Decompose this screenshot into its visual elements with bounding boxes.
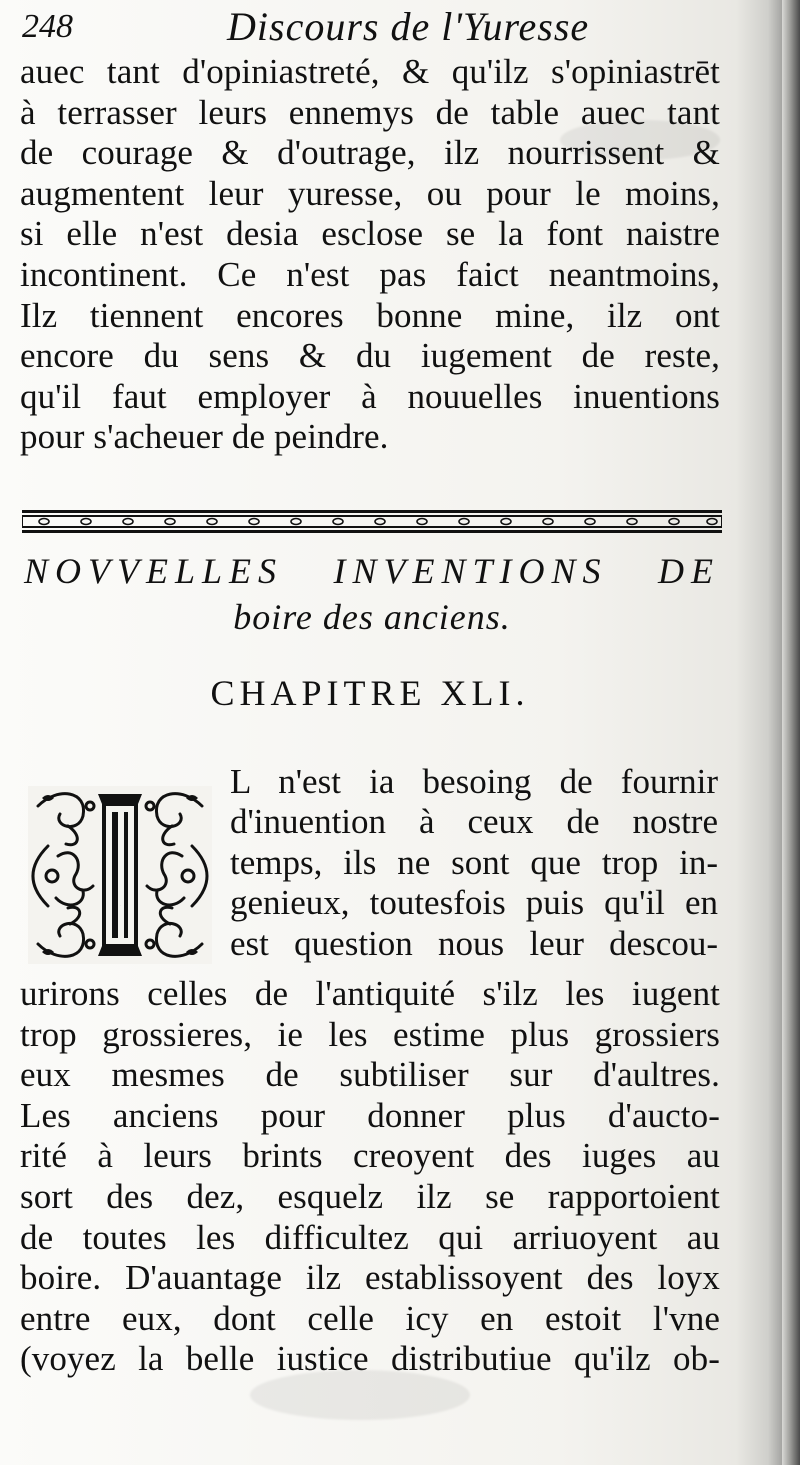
running-head: Discours de l'Yuresse — [227, 4, 590, 49]
text-line: sort des dez, esquelz ilz se rapportoient — [20, 1176, 720, 1216]
chapter-paragraph — [20, 974, 720, 1380]
text-line: auec tant d'opiniastreté, & qu'ilz s'opiniastrēt — [20, 52, 720, 91]
text-line: augmentent leur yuresse, ou pour le moins, — [20, 173, 720, 213]
text-line: Les anciens pour donner plus d'aucto- — [20, 1095, 720, 1135]
section-title — [24, 548, 720, 640]
text-line: encore du sens & du iugement de reste, — [20, 336, 720, 376]
text-line: à terrasser leurs ennemys de table auec tant — [20, 92, 720, 132]
text-line: eux mesmes de subtiliser sur d'aultres. — [20, 1055, 720, 1095]
text-line: d'inuention à ceux de nostre — [230, 802, 718, 842]
ornamental-rule-divider — [22, 508, 722, 536]
page-number: 248 — [22, 8, 73, 45]
chapter-opening-lines — [230, 762, 718, 964]
text-line: de toutes les difficultez qui arriuoyent au — [20, 1217, 720, 1257]
text-line: (voyez la belle iustice distributiue qu'ilz ob- — [20, 1339, 720, 1379]
text-line: entre eux, dont celle icy en estoit l'vne — [20, 1298, 720, 1338]
top-paragraph — [20, 52, 720, 458]
ornamental-initial-icon — [28, 786, 212, 964]
section-subtitle-line: boire des anciens. — [233, 597, 511, 637]
page-header — [22, 6, 742, 50]
text-line: trop grossieres, ie les estime plus grossiers — [20, 1014, 720, 1054]
text-line: si elle n'est desia esclose se la font naistre — [20, 214, 720, 254]
text-line: urirons celles de l'antiquité s'ilz les iugent — [20, 974, 720, 1013]
text-line: rité à leurs brints creoyent des iuges au — [20, 1136, 720, 1176]
text-line: Ilz tiennent encores bonne mine, ilz ont — [20, 295, 720, 335]
text-line: genieux, toutesfois puis qu'il en — [230, 883, 718, 923]
section-title-line: NOVVELLES INVENTIONS DE — [24, 551, 720, 591]
text-line: boire. D'auantage ilz establissoyent des loyx — [20, 1258, 720, 1298]
text-line: qu'il faut employer à nouuelles inuentions — [20, 376, 720, 416]
text-line: L n'est ia besoing de fournir — [230, 762, 718, 801]
text-line: incontinent. Ce n'est pas faict neantmoins, — [20, 254, 720, 294]
drop-cap-letter: I — [119, 906, 121, 907]
text-line: pour s'acheuer de peindre. — [20, 417, 389, 457]
text-line: est question nous leur descou- — [230, 923, 718, 963]
book-spine-shadow — [782, 0, 800, 1465]
chapter-heading: CHAPITRE XLI. — [210, 673, 530, 713]
text-line: de courage & d'outrage, ilz nourrissent & — [20, 133, 720, 173]
text-line: temps, ils ne sont que trop in- — [230, 842, 718, 882]
